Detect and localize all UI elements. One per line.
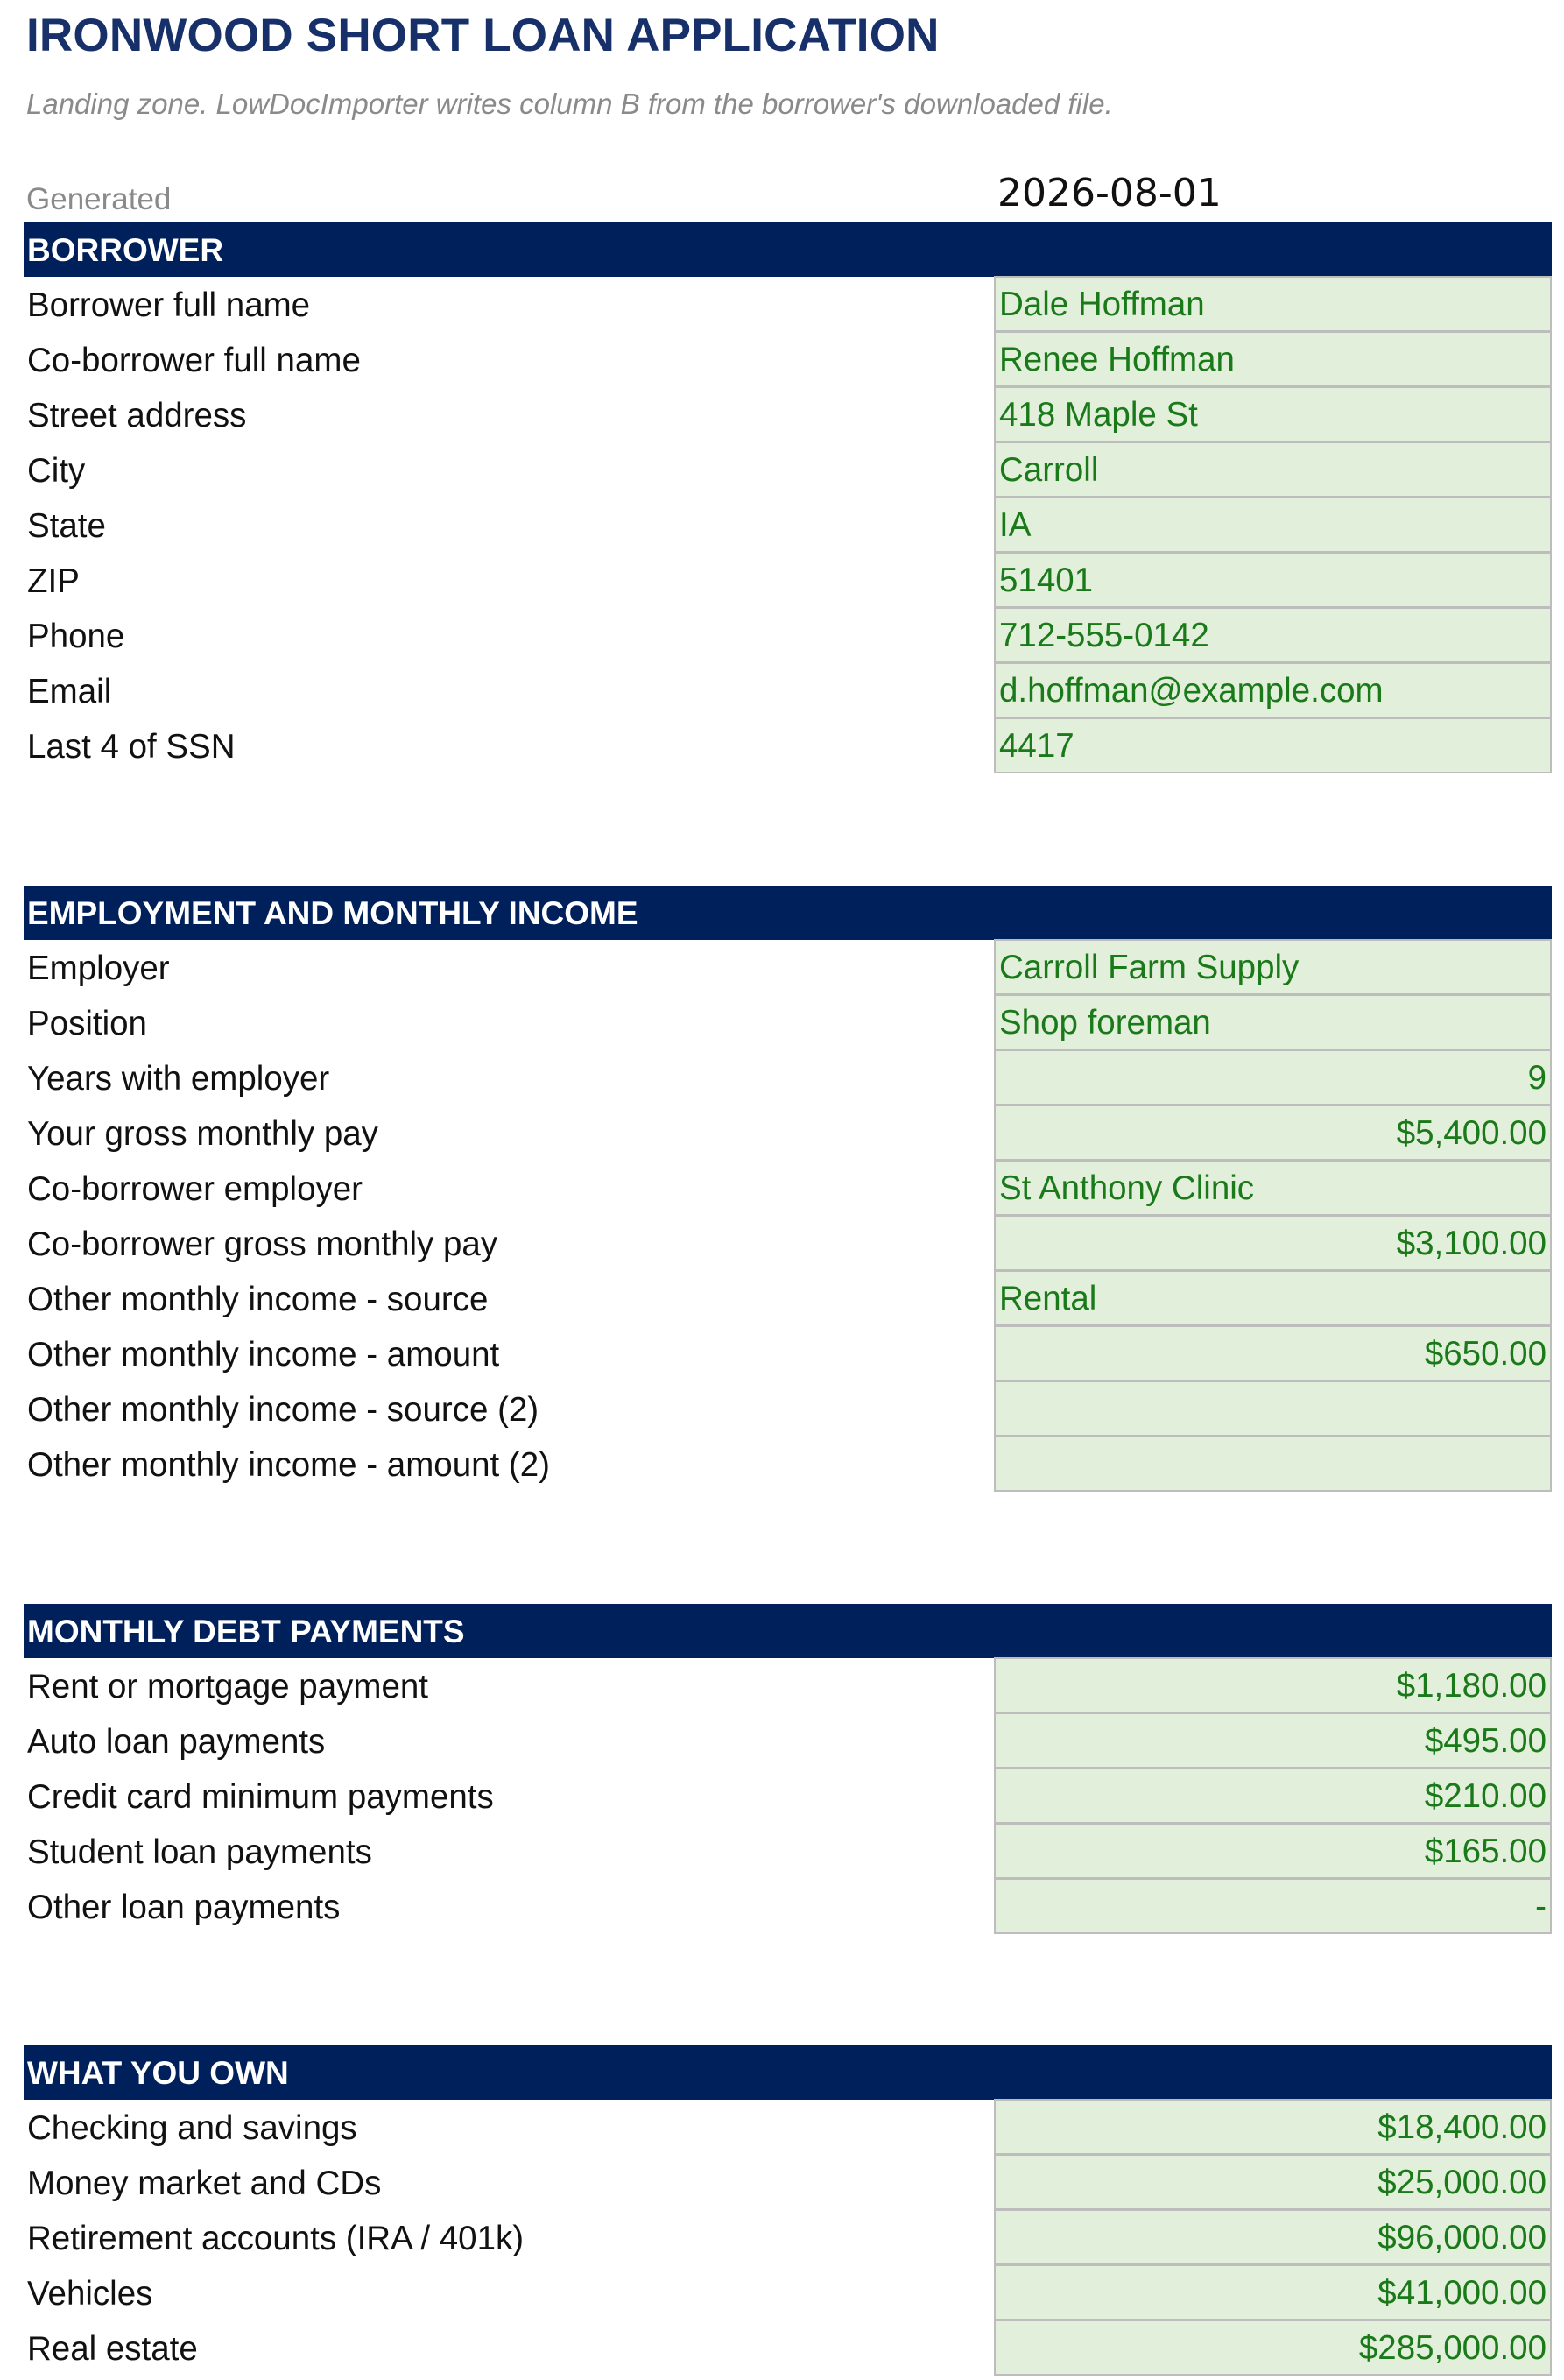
input-cell[interactable]: - [994,1878,1552,1934]
field-label: Retirement accounts (IRA / 401k) [27,2220,525,2257]
form-row [24,442,1552,498]
field-label: Money market and CDs [27,2165,382,2202]
field-label: Co-borrower gross monthly pay [27,1225,498,1263]
form-row [24,332,1552,387]
form-row [24,277,1552,332]
page-title: IRONWOOD SHORT LOAN APPLICATION [26,10,940,61]
field-label: Other monthly income - source [27,1281,489,1318]
field-label: Vehicles [27,2275,153,2313]
form-row [24,2100,1552,2155]
form-row [24,1713,1552,1769]
input-cell[interactable]: $3,100.00 [994,1215,1552,1271]
form-row [24,2265,1552,2320]
field-label: Credit card minimum payments [27,1778,494,1816]
input-cell[interactable]: $165.00 [994,1823,1552,1879]
form-row [24,1381,1552,1437]
input-cell[interactable]: $41,000.00 [994,2264,1552,2320]
field-label: Other monthly income - amount [27,1336,500,1374]
input-cell[interactable]: 9 [994,1049,1552,1105]
borrower-section [24,222,1552,773]
employment-section [24,886,1552,1492]
form-row [24,1326,1552,1381]
field-label: Co-borrower full name [27,342,361,379]
input-cell[interactable]: $1,180.00 [994,1657,1552,1713]
input-cell[interactable]: St Anthony Clinic [994,1160,1552,1216]
form-row [24,940,1552,995]
field-label: Co-borrower employer [27,1170,363,1208]
page-subtitle: Landing zone. LowDocImporter writes column B from the borrower's downloaded file. [26,88,1113,120]
section-header: BORROWER [24,222,1552,277]
form-row [24,498,1552,553]
form-row [24,1437,1552,1492]
form-row [24,1050,1552,1105]
field-label: Street address [27,397,247,434]
form-row [24,608,1552,663]
input-cell[interactable]: 51401 [994,552,1552,608]
input-cell[interactable]: $210.00 [994,1768,1552,1824]
section-header: WHAT YOU OWN [24,2045,1552,2100]
input-cell[interactable]: 418 Maple St [994,386,1552,442]
input-cell[interactable]: Rental [994,1270,1552,1326]
form-row [24,1105,1552,1161]
input-cell[interactable]: $96,000.00 [994,2209,1552,2265]
form-row [24,1879,1552,1934]
form-row [24,663,1552,718]
input-cell[interactable]: Dale Hoffman [994,276,1552,332]
form-row [24,1824,1552,1879]
input-cell[interactable]: $18,400.00 [994,2099,1552,2155]
field-label: Rent or mortgage payment [27,1668,428,1706]
input-cell[interactable]: $25,000.00 [994,2154,1552,2210]
assets-section [24,2045,1552,2376]
input-cell[interactable]: Shop foreman [994,994,1552,1050]
input-cell[interactable]: $495.00 [994,1713,1552,1769]
input-cell[interactable]: d.hoffman@example.com [994,662,1552,718]
form-row [24,387,1552,442]
input-cell[interactable]: Carroll Farm Supply [994,939,1552,995]
form-row [24,1658,1552,1713]
input-cell[interactable]: $650.00 [994,1325,1552,1381]
generated-label: Generated [26,182,172,216]
input-cell[interactable]: $5,400.00 [994,1105,1552,1161]
input-cell[interactable]: IA [994,497,1552,553]
form-row [24,1271,1552,1326]
field-label: Checking and savings [27,2109,357,2147]
form-row [24,1769,1552,1824]
field-label: Employer [27,950,170,987]
field-label: Auto loan payments [27,1723,326,1761]
input-cell[interactable]: Renee Hoffman [994,331,1552,387]
field-label: City [27,452,86,490]
field-label: Other loan payments [27,1889,341,1926]
field-label: Email [27,673,112,710]
field-label: Real estate [27,2330,198,2368]
field-label: Last 4 of SSN [27,728,236,766]
section-header: MONTHLY DEBT PAYMENTS [24,1604,1552,1658]
section-header: EMPLOYMENT AND MONTHLY INCOME [24,886,1552,940]
form-row [24,718,1552,773]
field-label: Years with employer [27,1060,330,1098]
input-cell[interactable]: Carroll [994,441,1552,498]
form-row [24,2155,1552,2210]
field-label: Position [27,1005,147,1042]
debt-payments-section [24,1604,1552,1934]
field-label: Phone [27,618,125,655]
field-label: Other monthly income - amount (2) [27,1446,550,1484]
input-cell[interactable]: 712-555-0142 [994,607,1552,663]
field-label: Borrower full name [27,286,311,324]
input-cell[interactable]: 4417 [994,717,1552,773]
field-label: ZIP [27,562,80,600]
form-row [24,2210,1552,2265]
field-label: Student loan payments [27,1833,372,1871]
form-row [24,2320,1552,2376]
field-label: State [27,507,106,545]
field-label: Other monthly income - source (2) [27,1391,539,1429]
generated-date-cell[interactable]: 2026-08-01 [997,171,1222,215]
input-cell[interactable] [994,1381,1552,1437]
input-cell[interactable]: $285,000.00 [994,2320,1552,2376]
form-row [24,1216,1552,1271]
field-label: Your gross monthly pay [27,1115,378,1153]
input-cell[interactable] [994,1436,1552,1492]
form-row [24,995,1552,1050]
form-row [24,1161,1552,1216]
form-row [24,553,1552,608]
